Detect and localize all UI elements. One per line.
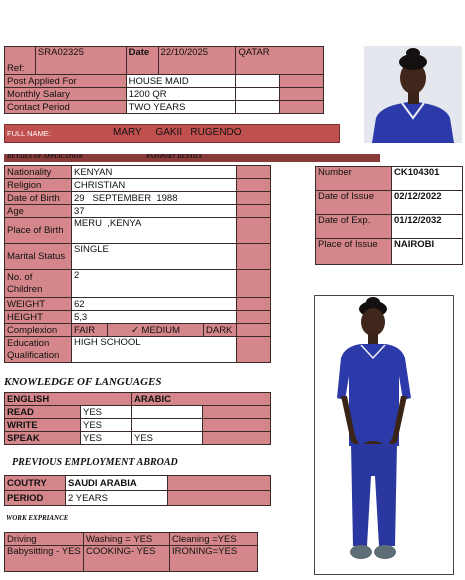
complexion-medium: ✓ MEDIUM bbox=[108, 324, 204, 337]
post-label: Post Applied For bbox=[5, 75, 127, 88]
full-name-label: FULL NAME: bbox=[7, 129, 51, 138]
date-label: Date bbox=[126, 47, 158, 75]
detail-blank bbox=[237, 270, 271, 298]
detail-blank bbox=[237, 298, 271, 311]
portrait-illustration bbox=[364, 46, 462, 143]
period-value: TWO YEARS bbox=[126, 101, 236, 114]
employment-period-value: 2 YEARS bbox=[66, 491, 168, 506]
full-body-photo bbox=[314, 295, 454, 575]
detail-blank bbox=[237, 244, 271, 270]
detail-label: Age bbox=[5, 205, 72, 218]
date-value: 22/10/2025 bbox=[158, 47, 236, 75]
lang-arabic-value bbox=[132, 419, 203, 432]
lang-blank bbox=[203, 419, 271, 432]
passport-label: Date of Issue bbox=[316, 191, 392, 215]
detail-value: 29 SEPTEMBER 1988 bbox=[72, 192, 237, 205]
detail-value: CHRISTIAN bbox=[72, 179, 237, 192]
complexion-fair: FAIR bbox=[72, 324, 108, 337]
lang-arabic-value: YES bbox=[132, 432, 203, 445]
lang-english-value: YES bbox=[81, 419, 132, 432]
detail-label: WEIGHT bbox=[5, 298, 72, 311]
detail-label: HEIGHT bbox=[5, 311, 72, 324]
experience-cleaning: Cleaning =YES bbox=[170, 533, 258, 546]
passport-label: Place of Issue bbox=[316, 239, 392, 265]
employment-blank bbox=[168, 476, 271, 491]
header-table bbox=[4, 46, 324, 114]
experience-driving: Driving bbox=[5, 533, 84, 546]
lang-english-value: YES bbox=[81, 432, 132, 445]
detail-blank bbox=[237, 205, 271, 218]
passport-value: 01/12/2032 bbox=[392, 215, 463, 239]
lang-arabic-value bbox=[132, 406, 203, 419]
detail-label: Nationality bbox=[5, 166, 72, 179]
detail-value: MERU ,KENYA bbox=[72, 218, 237, 244]
passport-value: CK104301 bbox=[392, 167, 463, 191]
passport-label: Date of Exp. bbox=[316, 215, 392, 239]
salary-label: Monthly Salary bbox=[5, 88, 127, 101]
lang-english-header: ENGLISH bbox=[5, 393, 132, 406]
employment-title: PREVIOUS EMPLOYMENT ABROAD bbox=[12, 457, 178, 468]
employment-period-label: PERIOD bbox=[5, 491, 66, 506]
lang-blank bbox=[203, 432, 271, 445]
period-blank-2 bbox=[280, 101, 324, 114]
section-bar bbox=[4, 154, 380, 162]
lang-blank bbox=[203, 406, 271, 419]
lang-row-label: SPEAK bbox=[5, 432, 81, 445]
detail-label: Religion bbox=[5, 179, 72, 192]
ref-value: SRA02325 bbox=[35, 47, 126, 75]
post-blank-2 bbox=[280, 75, 324, 88]
post-value: HOUSE MAID bbox=[126, 75, 236, 88]
employment-table bbox=[4, 475, 271, 506]
ref-label: Ref: bbox=[5, 47, 36, 75]
passport-value: NAIROBI bbox=[392, 239, 463, 265]
detail-blank bbox=[237, 166, 271, 179]
detail-label: Place of Birth bbox=[5, 218, 72, 244]
full-name-value: MARY GAKII RUGENDO bbox=[113, 127, 242, 138]
details-table bbox=[4, 165, 271, 363]
complexion-dark: DARK bbox=[204, 324, 237, 337]
experience-washing: Washing = YES bbox=[84, 533, 170, 546]
period-label: Contact Period bbox=[5, 101, 127, 114]
detail-value: 5,3 bbox=[72, 311, 237, 324]
detail-blank bbox=[237, 192, 271, 205]
detail-value: KENYAN bbox=[72, 166, 237, 179]
lang-arabic-header: ARABIC bbox=[132, 393, 271, 406]
salary-blank bbox=[236, 88, 280, 101]
detail-blank bbox=[237, 324, 271, 337]
lang-english-value: YES bbox=[81, 406, 132, 419]
passport-table bbox=[315, 166, 463, 265]
detail-blank bbox=[237, 337, 271, 363]
portrait-photo bbox=[364, 46, 462, 143]
section-details-label: DETAILS OF APPLICATION bbox=[7, 154, 83, 160]
passport-label: Number bbox=[316, 167, 392, 191]
detail-label: Date of Birth bbox=[5, 192, 72, 205]
complexion-label: Complexion bbox=[5, 324, 72, 337]
lang-row-label: WRITE bbox=[5, 419, 81, 432]
languages-table bbox=[4, 392, 271, 445]
section-passport-label: PASSPORT DETAILS bbox=[146, 154, 203, 160]
experience-babysitting: Babysitting - YES bbox=[5, 546, 84, 572]
detail-value: 62 bbox=[72, 298, 237, 311]
detail-value: 2 bbox=[72, 270, 237, 298]
post-blank bbox=[236, 75, 280, 88]
lang-row-label: READ bbox=[5, 406, 81, 419]
experience-table bbox=[4, 532, 258, 572]
detail-blank bbox=[237, 218, 271, 244]
education-label: Education Qualification bbox=[5, 337, 72, 363]
detail-blank bbox=[237, 311, 271, 324]
full-body-illustration bbox=[315, 296, 454, 575]
experience-title: WORK EXPRIANCE bbox=[6, 514, 69, 522]
passport-value: 02/12/2022 bbox=[392, 191, 463, 215]
employment-country-value: SAUDI ARABIA bbox=[66, 476, 168, 491]
experience-cooking: COOKING- YES bbox=[84, 546, 170, 572]
detail-value: SINGLE bbox=[72, 244, 237, 270]
country-value: QATAR bbox=[236, 47, 324, 75]
salary-blank-2 bbox=[280, 88, 324, 101]
detail-value: 37 bbox=[72, 205, 237, 218]
employment-blank bbox=[168, 491, 271, 506]
experience-ironing: IRONING=YES bbox=[170, 546, 258, 572]
period-blank bbox=[236, 101, 280, 114]
detail-blank bbox=[237, 179, 271, 192]
full-name-bar bbox=[4, 124, 340, 143]
detail-label: Marital Status bbox=[5, 244, 72, 270]
salary-value: 1200 QR bbox=[126, 88, 236, 101]
detail-label: No. of Children bbox=[5, 270, 72, 298]
languages-title: KNOWLEDGE OF LANGUAGES bbox=[4, 376, 162, 388]
education-value: HIGH SCHOOL bbox=[72, 337, 237, 363]
employment-country-label: COUTRY bbox=[5, 476, 66, 491]
